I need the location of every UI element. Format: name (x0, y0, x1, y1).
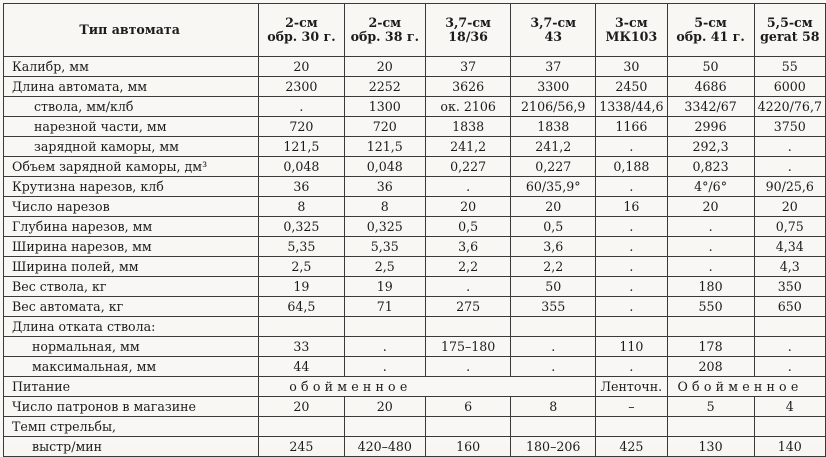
value-cell-col-5: . (596, 257, 667, 277)
value-cell-col-2: 20 (344, 57, 426, 77)
value-cell-col-4: 3300 (511, 77, 596, 97)
feed-clip-a: обойменное (259, 377, 596, 397)
row-label: Длина отката ствола: (4, 317, 259, 337)
row-label: нормальная, мм (4, 337, 259, 357)
table-row-grooves (4, 197, 826, 217)
value-cell-col-1: 720 (259, 117, 344, 137)
value-cell-col-7: 90/25,6 (754, 177, 825, 197)
header-col-1: 2-см обр. 30 г. (259, 4, 344, 57)
value-cell-col-4: 37 (511, 57, 596, 77)
row-label: Темп стрельбы, (4, 417, 259, 437)
row-label: максимальная, мм (4, 357, 259, 377)
table-row-recoil-normal (4, 337, 826, 357)
value-cell-col-1: 2300 (259, 77, 344, 97)
header-col-7: 5,5-см gerat 58 (754, 4, 825, 57)
value-cell-col-5: . (596, 357, 667, 377)
value-cell-col-7: 140 (754, 437, 825, 457)
value-cell-col-6: 3342/67 (667, 97, 754, 117)
value-cell-col-7: 350 (754, 277, 825, 297)
table-row-length (4, 77, 826, 97)
value-cell-col-2: 19 (344, 277, 426, 297)
value-cell-col-3: . (426, 177, 511, 197)
value-cell-col-2: 121,5 (344, 137, 426, 157)
value-cell-col-6: 5 (667, 397, 754, 417)
value-cell-col-4: 0,5 (511, 217, 596, 237)
value-cell-col-3: 160 (426, 437, 511, 457)
row-label: Вес ствола, кг (4, 277, 259, 297)
table-row-chamber-volume (4, 157, 826, 177)
table-row-groove-width (4, 237, 826, 257)
value-cell-col-7: 0,75 (754, 217, 825, 237)
value-cell-col-5: – (596, 397, 667, 417)
value-cell-col-6: 4686 (667, 77, 754, 97)
header-col-6: 5-см обр. 41 г. (667, 4, 754, 57)
value-cell-col-4: 0,227 (511, 157, 596, 177)
value-cell-col-5: 1338/44,6 (596, 97, 667, 117)
table-row-weight (4, 297, 826, 317)
table-row-feed (4, 377, 826, 397)
value-cell-col-4: 3,6 (511, 237, 596, 257)
value-cell-col-6: 292,3 (667, 137, 754, 157)
table-row-groove-depth (4, 217, 826, 237)
value-cell-col-2: 2,5 (344, 257, 426, 277)
value-cell-col-7: 4 (754, 397, 825, 417)
row-label: выстр/мин (4, 437, 259, 457)
value-cell-col-3: 2,2 (426, 257, 511, 277)
value-cell-col-4: . (511, 357, 596, 377)
row-label: Питание (4, 377, 259, 397)
value-cell-col-3: 0,227 (426, 157, 511, 177)
value-cell-col-3: ок. 2106 (426, 97, 511, 117)
value-cell-col-7: 55 (754, 57, 825, 77)
table-row-chamber-length (4, 137, 826, 157)
table-row-recoil-max (4, 357, 826, 377)
row-label: Объем зарядной каморы, дм³ (4, 157, 259, 177)
table-row-barrel-weight (4, 277, 826, 297)
value-cell-col-4: 180–206 (511, 437, 596, 457)
value-cell-col-3: 3,6 (426, 237, 511, 257)
value-cell-col-5: 110 (596, 337, 667, 357)
value-cell-col-2: . (344, 357, 426, 377)
row-label: нарезной части, мм (4, 117, 259, 137)
value-cell-col-1: 5,35 (259, 237, 344, 257)
autocannon-spec-table (3, 3, 826, 457)
header-col-3: 3,7-см 18/36 (426, 4, 511, 57)
value-cell-col-4: 1838 (511, 117, 596, 137)
value-cell-col-7: . (754, 157, 825, 177)
value-cell-col-7: 4,34 (754, 237, 825, 257)
table-row-twist (4, 177, 826, 197)
table-row-rate-heading (4, 417, 826, 437)
feed-clip-b: Обойменное (667, 377, 825, 397)
value-cell-col-3: . (426, 277, 511, 297)
value-cell-col-2: . (344, 337, 426, 357)
value-cell-col-1: 8 (259, 197, 344, 217)
value-cell-col-1: 0,325 (259, 217, 344, 237)
table-row-recoil-heading (4, 317, 826, 337)
value-cell-col-4: 2,2 (511, 257, 596, 277)
row-label: зарядной каморы, мм (4, 137, 259, 157)
header-row (4, 4, 826, 57)
value-cell-col-4: 241,2 (511, 137, 596, 157)
value-cell-col-2: 36 (344, 177, 426, 197)
row-label: Вес автомата, кг (4, 297, 259, 317)
value-cell-col-1: 0,048 (259, 157, 344, 177)
value-cell-col-2: 1300 (344, 97, 426, 117)
value-cell-col-4: 2106/56,9 (511, 97, 596, 117)
row-label: ствола, мм/клб (4, 97, 259, 117)
value-cell-col-3: 175–180 (426, 337, 511, 357)
value-cell-col-7: . (754, 137, 825, 157)
value-cell-col-7: 20 (754, 197, 825, 217)
value-cell-col-2: 2252 (344, 77, 426, 97)
value-cell-col-6: 180 (667, 277, 754, 297)
value-cell-col-2: 20 (344, 397, 426, 417)
value-cell-col-7: 4220/76,7 (754, 97, 825, 117)
value-cell-col-6: 20 (667, 197, 754, 217)
value-cell-col-7: . (754, 337, 825, 357)
value-cell-col-5: . (596, 277, 667, 297)
header-col-4: 3,7-см 43 (511, 4, 596, 57)
row-label: Число патронов в магазине (4, 397, 259, 417)
value-cell-col-5: 2450 (596, 77, 667, 97)
value-cell-col-6: 208 (667, 357, 754, 377)
value-cell-col-1: 20 (259, 57, 344, 77)
value-cell-col-6: . (667, 257, 754, 277)
header-col-2: 2-см обр. 38 г. (344, 4, 426, 57)
value-cell-col-6: 50 (667, 57, 754, 77)
value-cell-col-7: . (754, 357, 825, 377)
value-cell-col-5: . (596, 297, 667, 317)
value-cell-col-3: 3626 (426, 77, 511, 97)
value-cell-col-6: 0,823 (667, 157, 754, 177)
value-cell-col-3: 0,5 (426, 217, 511, 237)
value-cell-col-3: 37 (426, 57, 511, 77)
value-cell-col-5: 30 (596, 57, 667, 77)
value-cell-col-4: . (511, 337, 596, 357)
value-cell-col-1: 36 (259, 177, 344, 197)
value-cell-col-2: 71 (344, 297, 426, 317)
value-cell-col-3: 1838 (426, 117, 511, 137)
value-cell-col-5: 0,188 (596, 157, 667, 177)
value-cell-col-4: 60/35,9° (511, 177, 596, 197)
value-cell-col-3: 6 (426, 397, 511, 417)
value-cell-col-7: 4,3 (754, 257, 825, 277)
table-row-magazine (4, 397, 826, 417)
row-label: Число нарезов (4, 197, 259, 217)
value-cell-col-1: 245 (259, 437, 344, 457)
value-cell-col-2: 5,35 (344, 237, 426, 257)
table-row-land-width (4, 257, 826, 277)
table-row-rifled-length (4, 117, 826, 137)
row-label: Крутизна нарезов, клб (4, 177, 259, 197)
value-cell-col-3: 241,2 (426, 137, 511, 157)
row-label: Ширина полей, мм (4, 257, 259, 277)
row-label: Ширина нарезов, мм (4, 237, 259, 257)
value-cell-col-5: 425 (596, 437, 667, 457)
value-cell-col-5: . (596, 137, 667, 157)
value-cell-col-6: . (667, 237, 754, 257)
value-cell-col-1: . (259, 97, 344, 117)
table-row-rate (4, 437, 826, 457)
value-cell-col-6: 4°/6° (667, 177, 754, 197)
value-cell-col-6: . (667, 217, 754, 237)
value-cell-col-6: 2996 (667, 117, 754, 137)
value-cell-col-4: 50 (511, 277, 596, 297)
value-cell-col-5: . (596, 237, 667, 257)
feed-belt: Ленточн. (596, 377, 667, 397)
value-cell-col-7: 6000 (754, 77, 825, 97)
value-cell-col-2: 0,325 (344, 217, 426, 237)
value-cell-col-2: 0,048 (344, 157, 426, 177)
value-cell-col-5: . (596, 177, 667, 197)
value-cell-col-1: 20 (259, 397, 344, 417)
table-row-caliber (4, 57, 826, 77)
value-cell-col-3: 20 (426, 197, 511, 217)
row-label: Длина автомата, мм (4, 77, 259, 97)
header-col-5: 3-см МК103 (596, 4, 667, 57)
row-label: Калибр, мм (4, 57, 259, 77)
value-cell-col-5: . (596, 217, 667, 237)
value-cell-col-6: 550 (667, 297, 754, 317)
value-cell-col-4: 8 (511, 397, 596, 417)
value-cell-col-1: 44 (259, 357, 344, 377)
value-cell-col-1: 2,5 (259, 257, 344, 277)
value-cell-col-1: 64,5 (259, 297, 344, 317)
value-cell-col-6: 130 (667, 437, 754, 457)
value-cell-col-1: 33 (259, 337, 344, 357)
value-cell-col-7: 650 (754, 297, 825, 317)
value-cell-col-3: 275 (426, 297, 511, 317)
value-cell-col-4: 20 (511, 197, 596, 217)
value-cell-col-7: 3750 (754, 117, 825, 137)
value-cell-col-5: 16 (596, 197, 667, 217)
value-cell-col-6: 178 (667, 337, 754, 357)
header-type-label: Тип автомата (4, 4, 259, 57)
value-cell-col-1: 19 (259, 277, 344, 297)
value-cell-col-3: . (426, 357, 511, 377)
value-cell-col-5: 1166 (596, 117, 667, 137)
value-cell-col-2: 720 (344, 117, 426, 137)
value-cell-col-4: 355 (511, 297, 596, 317)
value-cell-col-1: 121,5 (259, 137, 344, 157)
value-cell-col-2: 420–480 (344, 437, 426, 457)
value-cell-col-2: 8 (344, 197, 426, 217)
table-row-barrel-length (4, 97, 826, 117)
row-label: Глубина нарезов, мм (4, 217, 259, 237)
